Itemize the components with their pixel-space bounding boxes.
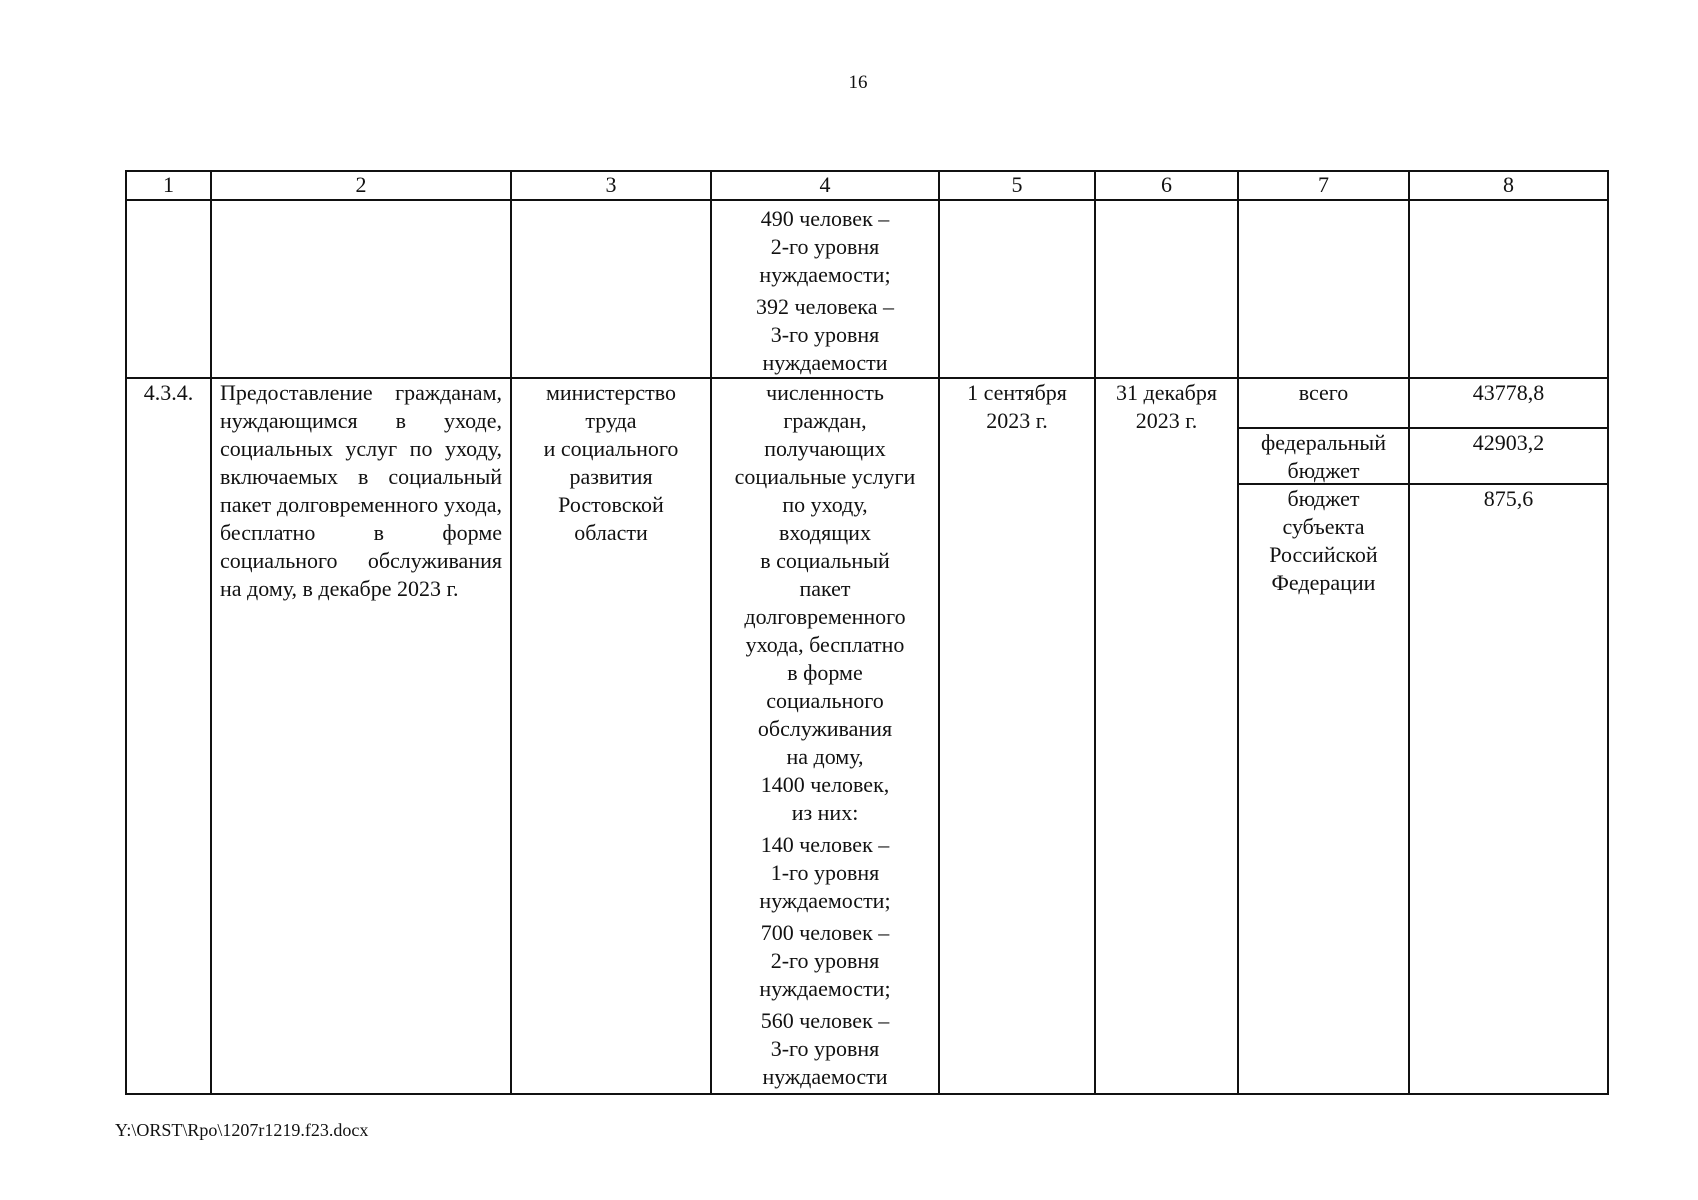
funding-source-label: субъекта xyxy=(1282,514,1365,539)
executor-line: и социального xyxy=(543,436,679,461)
funding-source-cell xyxy=(1238,378,1409,1094)
cell-empty xyxy=(126,200,211,378)
indicator-line: нуждаемости; xyxy=(759,262,891,287)
funding-source-label: Российской xyxy=(1269,542,1378,567)
column-header: 3 xyxy=(511,171,711,200)
indicator-line: в форме xyxy=(787,660,863,685)
funding-source-label: всего xyxy=(1298,380,1349,405)
table-header-row xyxy=(126,171,1608,200)
date-line: 1 сентября xyxy=(967,380,1067,405)
cell-empty xyxy=(939,200,1095,378)
funding-amount: 43778,8 xyxy=(1472,380,1545,405)
indicator-continuation-cell xyxy=(711,200,939,378)
footer-file-path: Y:\ORST\Rpo\1207r1219.f23.docx xyxy=(115,1120,369,1140)
cell-empty xyxy=(1238,200,1409,378)
column-header: 8 xyxy=(1409,171,1608,200)
executor-line: Ростовской xyxy=(558,492,664,517)
indicator-line: нуждаемости xyxy=(762,1064,888,1089)
indicator-line: численность xyxy=(766,380,884,405)
page-number: 16 xyxy=(848,72,868,93)
funding-source-label: бюджет xyxy=(1287,486,1360,511)
end-date-cell xyxy=(1095,378,1238,1094)
column-header: 5 xyxy=(939,171,1095,200)
executor-line: труда xyxy=(585,408,637,433)
indicator-line: 1400 человек, xyxy=(760,772,890,797)
table-row-4-3-4 xyxy=(126,378,1608,1094)
indicator-line: 700 человек – xyxy=(760,920,890,945)
column-header: 4 xyxy=(711,171,939,200)
funding-amount: 42903,2 xyxy=(1472,430,1545,455)
indicator-line: социального xyxy=(766,688,884,713)
indicator-line: 1-го уровня xyxy=(770,860,880,885)
indicator-line: 392 человека – xyxy=(756,294,894,319)
funding-source-label: бюджет xyxy=(1287,458,1360,483)
date-line: 2023 г. xyxy=(1135,408,1198,433)
indicator-line: на дому, xyxy=(786,744,864,769)
funding-source-label: федеральный xyxy=(1261,430,1386,455)
column-header: 6 xyxy=(1095,171,1238,200)
indicator-line: по уходу, xyxy=(782,492,868,517)
indicator-line: обслуживания xyxy=(757,716,893,741)
indicator-line: 2-го уровня xyxy=(770,234,880,259)
indicator-cell xyxy=(711,378,939,1094)
executor-line: развития xyxy=(569,464,653,489)
indicator-line: граждан, xyxy=(783,408,867,433)
indicator-line: 2-го уровня xyxy=(770,948,880,973)
executor-line: области xyxy=(574,520,648,545)
indicator-line: из них: xyxy=(791,800,859,825)
indicator-line: нуждаемости; xyxy=(759,888,891,913)
date-line: 2023 г. xyxy=(986,408,1048,433)
funding-amount: 875,6 xyxy=(1483,486,1534,511)
indicator-line: получающих xyxy=(764,436,886,461)
cell-empty xyxy=(1095,200,1238,378)
indicator-line: долговременного xyxy=(744,604,906,629)
table-row-continuation xyxy=(126,200,1608,378)
indicator-line: 3-го уровня xyxy=(770,322,880,347)
column-header: 2 xyxy=(211,171,511,200)
indicator-line: 560 человек – xyxy=(760,1008,890,1033)
start-date-cell xyxy=(939,378,1095,1094)
funding-table xyxy=(125,170,1609,1095)
date-line: 31 декабря xyxy=(1116,380,1217,405)
column-header: 1 xyxy=(126,171,211,200)
indicator-line: нуждаемости xyxy=(762,350,888,375)
cell-empty xyxy=(211,200,511,378)
cell-empty xyxy=(511,200,711,378)
indicator-line: 490 человек – xyxy=(760,206,890,231)
funding-amount-cell xyxy=(1409,378,1608,1094)
executor-line: министерство xyxy=(545,380,676,405)
indicator-line: ухода, бесплатно xyxy=(745,632,905,657)
indicator-line: в социальный xyxy=(760,548,890,573)
indicator-line: входящих xyxy=(779,520,871,545)
measure-description-cell: Предоставление гражданам, нуждающимся в уходе, социальных услуг по уходу, включаемых в социальный пакет долговременного ухода, бесплатно в форме социального обслуживания на дому, в декабре 2023 г. xyxy=(211,378,511,1094)
indicator-line: нуждаемости; xyxy=(759,976,891,1001)
cell-empty xyxy=(1409,200,1608,378)
funding-source-label: Федерации xyxy=(1271,570,1376,595)
row-number-cell: 4.3.4. xyxy=(126,378,211,1094)
indicator-line: пакет xyxy=(799,576,851,601)
indicator-line: 140 человек – xyxy=(760,832,890,857)
indicator-line: 3-го уровня xyxy=(770,1036,880,1061)
column-header: 7 xyxy=(1238,171,1409,200)
executor-cell xyxy=(511,378,711,1094)
indicator-line: социальные услуги xyxy=(734,464,916,489)
